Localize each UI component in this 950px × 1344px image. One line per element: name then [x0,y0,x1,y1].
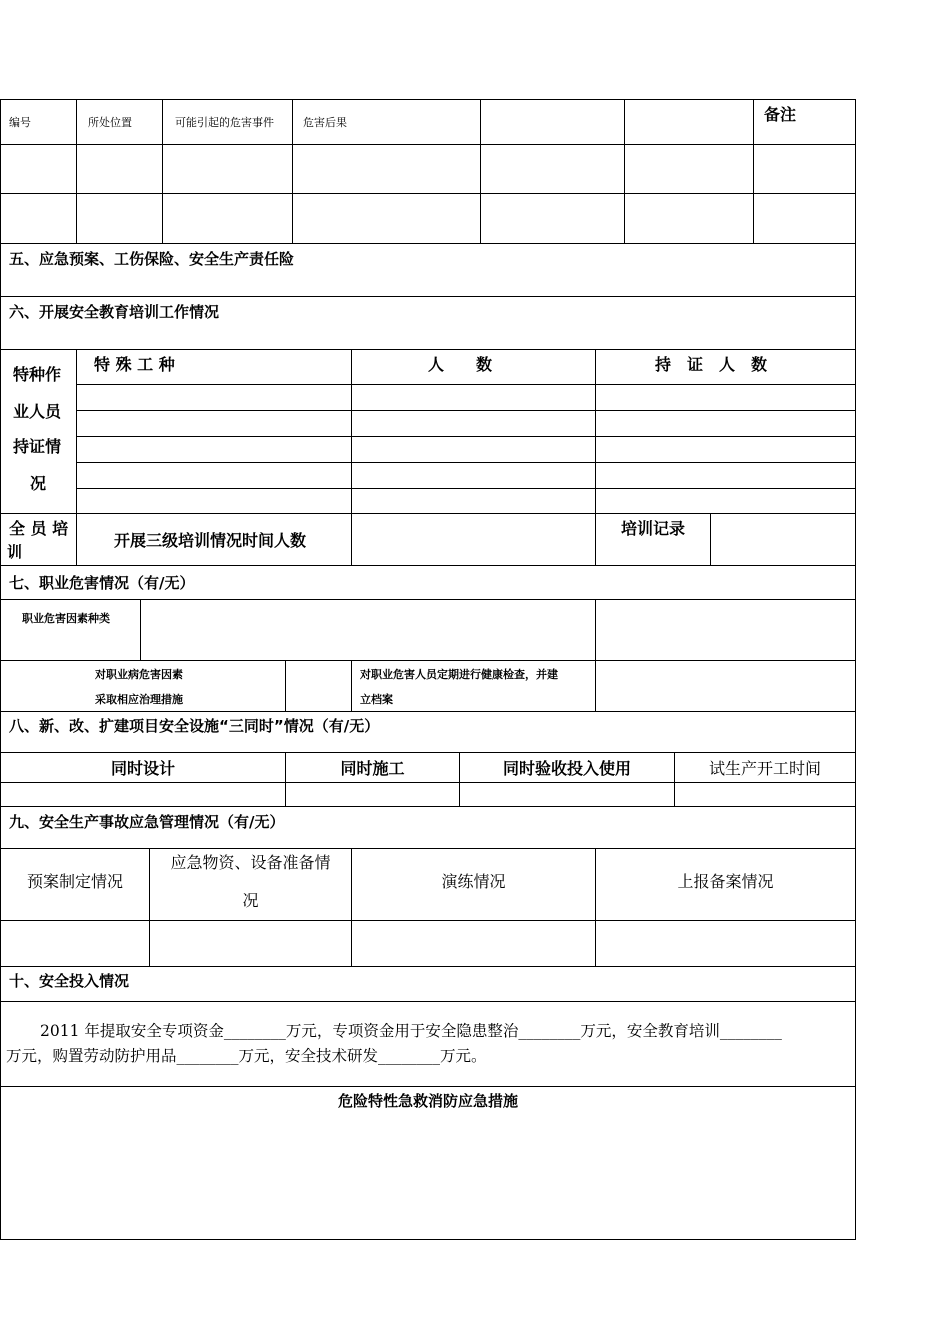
table-rule [76,462,856,463]
hazard-measures-title: 危险特性急救消防应急措施 [337,1092,518,1110]
section-9-title: 九、安全生产事故应急管理情况（有/无） [9,813,285,831]
header-cell-number: 编号 [9,116,31,129]
section-6-title: 六、开展安全教育培训工作情况 [9,303,220,321]
table-rule [595,599,596,712]
table-rule [0,144,856,145]
col-simultaneous-design: 同时设计 [110,759,175,778]
col-simultaneous-construction: 同时施工 [340,759,405,778]
table-rule [76,99,77,244]
col-worker-count: 人 数 [428,355,493,374]
table-rule [0,1086,856,1087]
table-rule [595,349,596,566]
header-cell-location: 所处位置 [88,116,132,129]
section-5-title: 五、应急预案、工伤保险、安全生产责任险 [9,250,295,268]
col-special-type: 特 殊 工 种 [94,355,175,374]
table-rule [140,599,141,661]
table-rule [285,660,286,712]
table-rule [0,920,856,921]
table-rule [351,660,352,712]
table-rule [0,243,856,244]
table-rule [0,752,856,753]
table-rule [624,99,625,244]
table-rule [0,1239,856,1240]
table-rule [710,513,711,566]
col-simultaneous-acceptance: 同时验收投入使用 [502,759,631,778]
control-measures-line-1: 对职业病危害因素 [95,668,183,681]
investment-line-1: 2011 年提取安全专项资金________万元，专项资金用于安全隐患整治________万元，安全教育培训________ [40,1022,782,1040]
table-rule [0,1001,856,1002]
header-cell-hazard-event: 可能引起的危害事件 [175,116,274,129]
table-rule [0,349,856,350]
special-workers-label-3: 持证情 [13,437,62,456]
table-rule [480,99,481,244]
table-rule [595,848,596,967]
special-workers-label-2: 业人员 [13,402,62,421]
col-certified-count: 持 证 人 数 [655,355,768,374]
section-8-title: 八、新、改、扩建项目安全设施“三同时”情况（有/无） [9,717,380,735]
health-check-line-1: 对职业危害人员定期进行健康检查，并建 [360,668,558,681]
table-rule [0,806,856,807]
col-trial-production-time: 试生产开工时间 [708,759,821,778]
training-record: 培训记录 [621,519,686,538]
section-7-title: 七、职业危害情况（有/无） [9,574,195,592]
table-rule [0,782,856,783]
table-rule [753,99,754,244]
table-rule [0,513,856,514]
table-rule [76,436,856,437]
control-measures-line-2: 采取相应治理措施 [95,693,183,706]
col-materials-line-1: 应急物资、设备准备情 [170,853,331,872]
section-10-title: 十、安全投入情况 [9,972,130,990]
table-rule [292,99,293,244]
table-rule [76,488,856,489]
table-rule [0,296,856,297]
table-rule [351,848,352,967]
table-rule [0,99,856,100]
table-rule [0,599,856,600]
health-check-line-2: 立档案 [360,693,393,706]
special-workers-label-1: 特种作 [13,365,62,384]
table-rule [0,848,856,849]
col-materials-line-2: 况 [242,891,259,910]
training-label-2: 训 [7,543,23,561]
table-rule [0,565,856,566]
table-rule [0,660,856,661]
col-drill-status: 演练情况 [441,872,506,891]
table-rule [0,966,856,967]
special-workers-label-4: 况 [30,474,47,493]
investment-line-2: 万元，购置劳动防护用品________万元，安全技术研发________万元。 [6,1047,487,1065]
table-rule [76,349,77,566]
table-rule [351,349,352,566]
header-cell-consequence: 危害后果 [303,116,347,129]
header-cell-remarks: 备注 [764,105,797,124]
table-rule [162,99,163,244]
col-plan-status: 预案制定情况 [26,872,123,891]
table-rule [0,193,856,194]
table-rule [0,711,856,712]
hazard-factor-types: 职业危害因素种类 [22,612,110,625]
table-rule [0,99,1,1240]
table-rule [855,99,856,1240]
col-report-status: 上报备案情况 [677,872,774,891]
table-rule [76,410,856,411]
three-level-training: 开展三级培训情况时间人数 [114,531,307,550]
training-label-1: 全 员 培 [9,519,69,538]
table-rule [76,384,856,385]
